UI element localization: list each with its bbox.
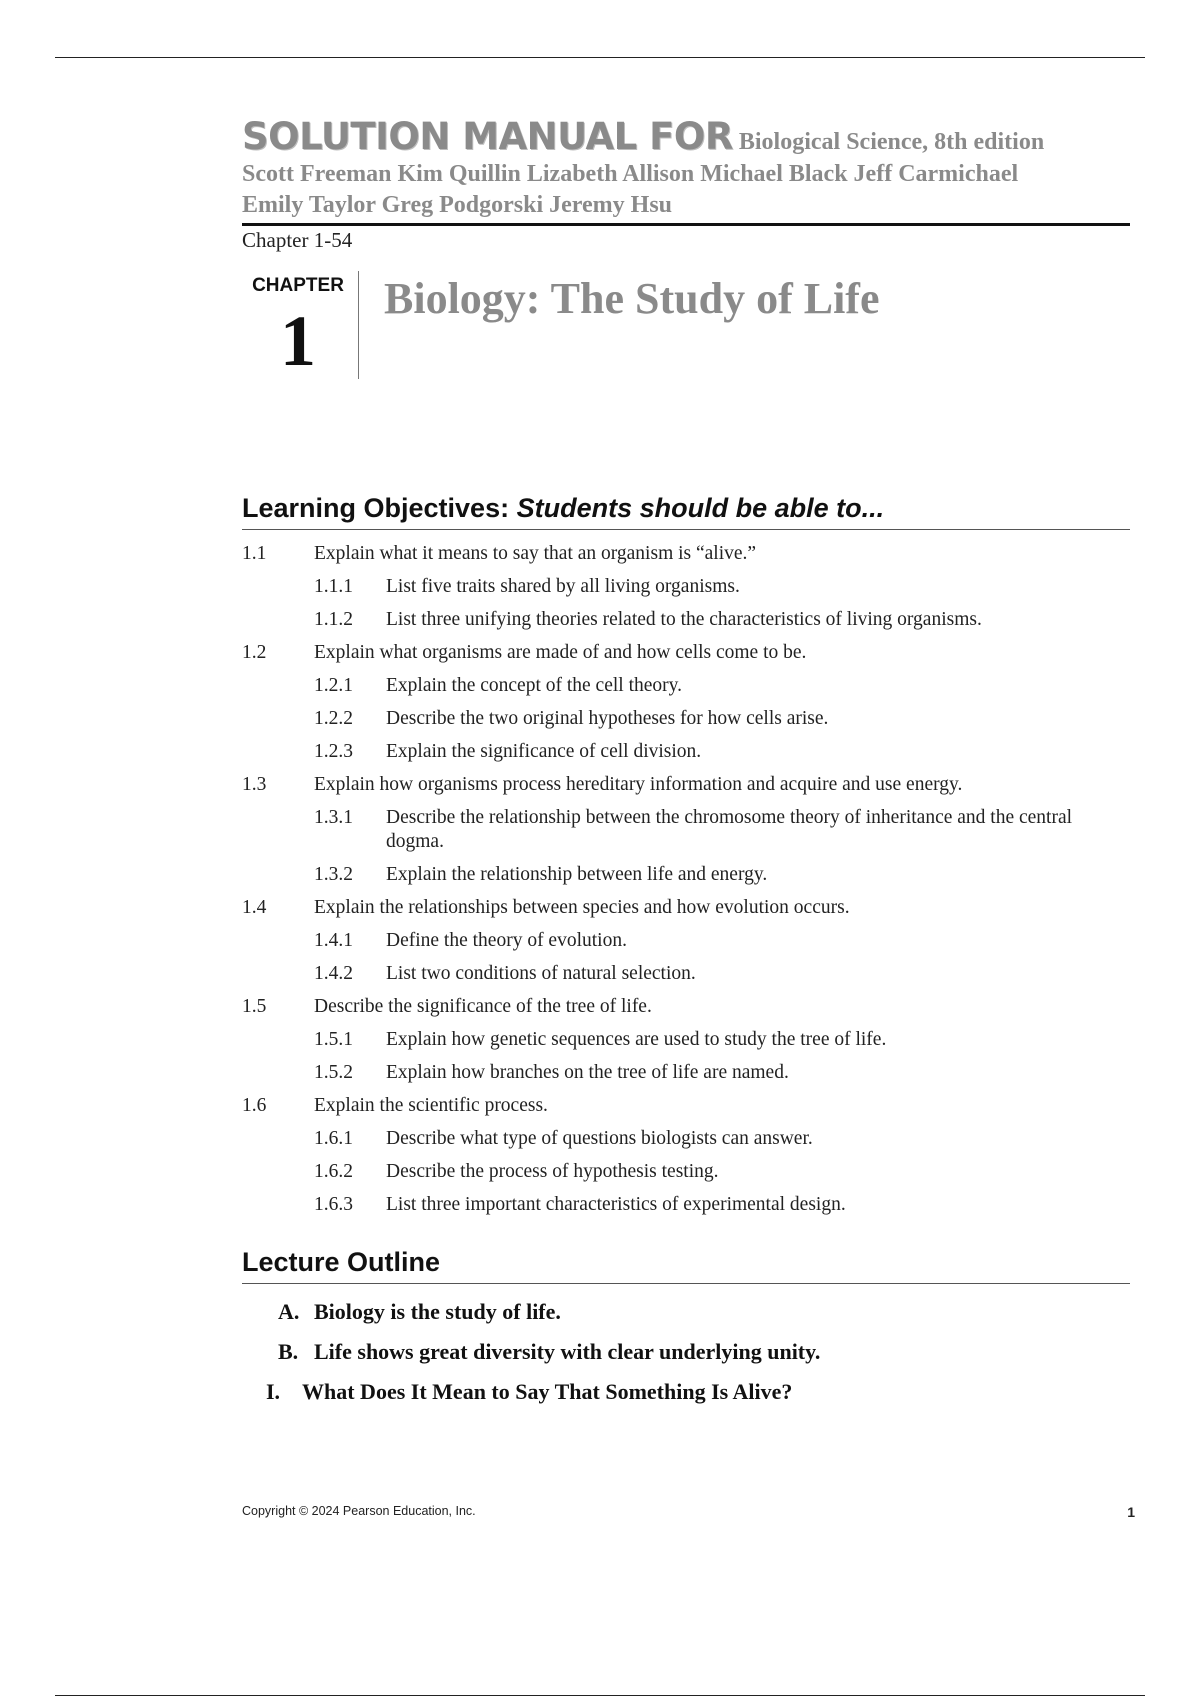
- objective-number: 1.5.1: [314, 1029, 353, 1050]
- title-line: [242, 115, 1130, 158]
- objective-item: [242, 1127, 1130, 1151]
- objective-number: 1.6.1: [314, 1128, 353, 1149]
- objective-number: 1.6: [242, 1095, 267, 1116]
- objective-number: 1.6.3: [314, 1194, 353, 1215]
- objective-number: 1.1.2: [314, 609, 353, 630]
- outline-divider: [242, 1283, 1130, 1284]
- learning-objectives-heading: [242, 493, 1130, 524]
- objective-number: 1.2.1: [314, 675, 353, 696]
- objective-number: 1.3.1: [314, 807, 353, 828]
- objectives-divider: [242, 529, 1130, 530]
- objective-text: Explain the scientific process.: [314, 1095, 548, 1116]
- objective-text: Define the theory of evolution.: [386, 930, 627, 951]
- objective-item: [242, 608, 1130, 632]
- objective-item: [242, 962, 1130, 986]
- objective-text: Explain the concept of the cell theory.: [386, 675, 682, 696]
- objective-text: List three unifying theories related to the characteristics of living organisms.: [386, 609, 982, 630]
- authors: [242, 159, 1130, 221]
- lecture-outline-heading: Lecture Outline: [242, 1247, 441, 1277]
- outline-item: [242, 1298, 1130, 1326]
- objective-item: [242, 806, 1130, 854]
- objective-text: Explain the relationship between life and energy.: [386, 864, 768, 885]
- objective-item: [242, 896, 1130, 920]
- authors-line-2: Emily Taylor Greg Podgorski Jeremy Hsu: [242, 192, 673, 218]
- objective-number: 1.5.2: [314, 1062, 353, 1083]
- objective-number: 1.4: [242, 897, 267, 918]
- objective-text: Explain how branches on the tree of life are named.: [386, 1062, 789, 1083]
- outline-number: A.: [278, 1299, 300, 1324]
- objective-item: [242, 641, 1130, 665]
- objective-item: [242, 575, 1130, 599]
- authors-line-1: Scott Freeman Kim Quillin Lizabeth Allison Michael Black Jeff Carmichael: [242, 161, 1019, 187]
- objective-item: [242, 995, 1130, 1019]
- copyright: Copyright © 2024 Pearson Education, Inc.: [242, 1504, 476, 1518]
- outline-list: [242, 1298, 1130, 1406]
- objective-number: 1.4.2: [314, 963, 353, 984]
- outline-item: [242, 1338, 1130, 1366]
- objective-item: [242, 1094, 1130, 1118]
- chapter-number: 1: [280, 301, 316, 381]
- document-page: [242, 115, 1130, 1406]
- outline-number: B.: [278, 1339, 299, 1364]
- objective-text: Describe the two original hypotheses for how cells arise.: [386, 708, 829, 729]
- objective-text: List five traits shared by all living organisms.: [386, 576, 740, 597]
- objective-item: [242, 1028, 1130, 1052]
- spacer: [242, 1217, 1130, 1247]
- outline-item: [242, 1378, 1130, 1406]
- objective-text: Explain how genetic sequences are used to study the tree of life.: [386, 1029, 887, 1050]
- book-title: Biological Science, 8th edition: [738, 129, 1045, 155]
- objective-item: [242, 773, 1130, 797]
- objective-item: [242, 707, 1130, 731]
- outline-number: I.: [266, 1379, 281, 1404]
- chapter-divider: [358, 271, 359, 379]
- objective-text: Describe the process of hypothesis testing.: [386, 1161, 719, 1182]
- chapter-range: Chapter 1-54: [242, 228, 353, 252]
- objective-number: 1.3: [242, 774, 267, 795]
- chapter-title: Biology: The Study of Life: [384, 274, 880, 323]
- objective-number: 1.1.1: [314, 576, 353, 597]
- top-rule: [55, 57, 1145, 58]
- objective-text: Describe the significance of the tree of life.: [314, 996, 652, 1017]
- header-divider: [242, 223, 1130, 226]
- manual-label: SOLUTION MANUAL FOR: [242, 115, 733, 158]
- objective-number: 1.2.3: [314, 741, 353, 762]
- objective-item: [242, 1160, 1130, 1184]
- objective-text: Explain what it means to say that an organism is “alive.”: [314, 543, 757, 564]
- objective-text: Explain the significance of cell division.: [386, 741, 702, 762]
- objective-text: Describe the relationship between the chromosome theory of inheritance and the central dogma.: [386, 807, 1073, 852]
- learning-objectives-heading-italic: Students should be able to...: [516, 493, 885, 523]
- objective-number: 1.2: [242, 642, 267, 663]
- objective-text: List two conditions of natural selection.: [386, 963, 696, 984]
- objectives-list: [242, 542, 1130, 1217]
- objective-text: Explain what organisms are made of and how cells come to be.: [314, 642, 807, 663]
- objective-item: [242, 1061, 1130, 1085]
- bottom-rule: [55, 1695, 1145, 1696]
- objective-item: [242, 929, 1130, 953]
- objective-number: 1.4.1: [314, 930, 353, 951]
- outline-text: Life shows great diversity with clear underlying unity.: [314, 1339, 821, 1364]
- objective-text: Describe what type of questions biologists can answer.: [386, 1128, 813, 1149]
- objective-number: 1.5: [242, 996, 267, 1017]
- outline-text: What Does It Mean to Say That Something Is Alive?: [302, 1379, 793, 1404]
- page-number: 1: [1127, 1504, 1135, 1520]
- objective-item: [242, 1193, 1130, 1217]
- outline-text: Biology is the study of life.: [314, 1299, 561, 1324]
- objective-number: 1.1: [242, 543, 267, 564]
- learning-objectives-heading-text: Learning Objectives:: [242, 493, 517, 523]
- objective-number: 1.6.2: [314, 1161, 353, 1182]
- objective-item: [242, 740, 1130, 764]
- spacer: [242, 385, 1130, 493]
- objective-text: Explain the relationships between species and how evolution occurs.: [314, 897, 850, 918]
- chapter-label: CHAPTER: [252, 275, 344, 296]
- objective-item: [242, 674, 1130, 698]
- objective-number: 1.3.2: [314, 864, 353, 885]
- objective-item: [242, 863, 1130, 887]
- objective-text: Explain how organisms process hereditary information and acquire and use energy.: [314, 774, 963, 795]
- chapter-block: [242, 267, 1130, 385]
- objective-number: 1.2.2: [314, 708, 353, 729]
- page-footer: [242, 1504, 1135, 1520]
- objective-item: [242, 542, 1130, 566]
- objective-text: List three important characteristics of experimental design.: [386, 1194, 846, 1215]
